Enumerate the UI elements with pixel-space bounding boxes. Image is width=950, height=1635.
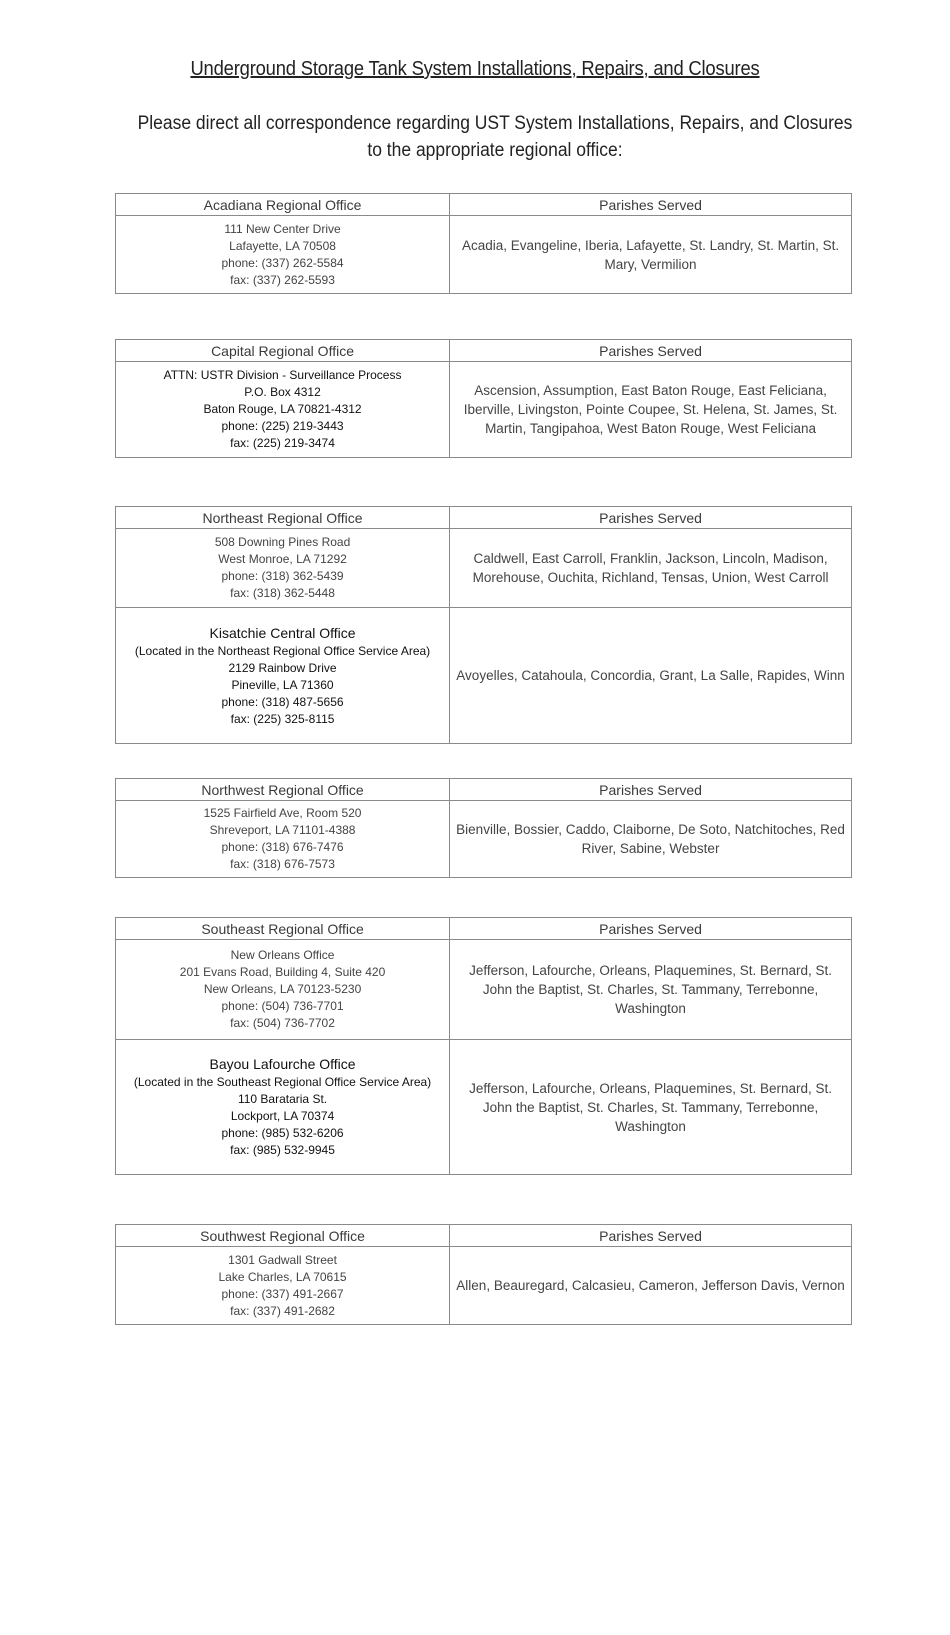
phone-line: phone: (504) 736-7701 — [221, 999, 344, 1013]
parishes-served: Allen, Beauregard, Calcasieu, Cameron, Jefferson Davis, Vernon — [450, 1247, 852, 1325]
office-name: Bayou Lafourche Office — [209, 1056, 356, 1072]
parishes-served: Bienville, Bossier, Caddo, Claiborne, De Soto, Natchitoches, Red River, Sabine, Webster — [450, 801, 852, 878]
parishes-served: Avoyelles, Catahoula, Concordia, Grant, La Salle, Rapides, Winn — [450, 608, 852, 744]
attention-line: ATTN: USTR Division - Surveillance Process — [163, 368, 402, 382]
parishes-header: Parishes Served — [450, 340, 852, 362]
address-line: Lockport, LA 70374 — [230, 1109, 335, 1123]
phone-line: phone: (985) 532-6206 — [221, 1126, 344, 1140]
office-address — [116, 216, 450, 294]
service-area-note: (Located in the Southeast Regional Office Service Area) — [133, 1075, 432, 1089]
office-name: Kisatchie Central Office — [209, 624, 356, 641]
northeast-office-table — [115, 506, 852, 744]
office-name: New Orleans Office — [230, 948, 335, 962]
parishes-served: Caldwell, East Carroll, Franklin, Jackson, Lincoln, Madison, Morehouse, Ouchita, Richland, Tensas, Union, West Carroll — [450, 529, 852, 608]
office-header: Acadiana Regional Office — [116, 194, 450, 216]
parishes-header: Parishes Served — [450, 779, 852, 801]
parishes-served: Jefferson, Lafourche, Orleans, Plaquemines, St. Bernard, St. John the Baptist, St. Charles, St. Tammany, Terrebonne, Washington — [450, 940, 852, 1040]
office-header: Capital Regional Office — [116, 340, 450, 362]
parishes-header: Parishes Served — [450, 1225, 852, 1247]
office-address — [116, 1247, 450, 1325]
office-address — [116, 801, 450, 878]
parishes-served: Ascension, Assumption, East Baton Rouge, East Feliciana, Iberville, Livingston, Pointe Coupee, St. Helena, St. James, St. Martin, Tangipahoa, West Baton Rouge, West Feliciana — [450, 362, 852, 458]
phone-line: phone: (337) 262-5584 — [221, 255, 344, 270]
intro-paragraph: Please direct all correspondence regarding UST System Installations, Repairs, and Closures to the appropriate regional office: — [137, 113, 853, 161]
office-header: Southeast Regional Office — [116, 918, 450, 940]
service-area-note: (Located in the Northeast Regional Office Service Area) — [134, 643, 431, 658]
office-header: Southwest Regional Office — [116, 1225, 450, 1247]
southeast-office-table — [115, 917, 852, 1175]
phone-line: phone: (225) 219-3443 — [221, 419, 344, 433]
parishes-header: Parishes Served — [450, 194, 852, 216]
address-line: Shreveport, LA 71101-4388 — [209, 823, 356, 837]
phone-line: phone: (318) 362-5439 — [221, 569, 344, 583]
phone-line: phone: (318) 676-7476 — [221, 840, 344, 854]
fax-line: fax: (504) 736-7702 — [230, 1016, 335, 1030]
address-line: 1525 Fairfield Ave, Room 520 — [203, 806, 362, 820]
address-line: 111 New Center Drive — [224, 221, 341, 236]
address-line: Lafayette, LA 70508 — [229, 238, 336, 253]
fax-line: fax: (225) 325-8115 — [230, 711, 335, 726]
office-address — [116, 940, 450, 1040]
address-line: 1301 Gadwall Street — [228, 1252, 337, 1267]
phone-line: phone: (318) 487-5656 — [221, 694, 344, 709]
address-line: 201 Evans Road, Building 4, Suite 420 — [179, 965, 386, 979]
parishes-served: Jefferson, Lafourche, Orleans, Plaquemines, St. Bernard, St. John the Baptist, St. Charles, St. Tammany, Terrebonne, Washington — [450, 1040, 852, 1175]
address-line: West Monroe, LA 71292 — [218, 552, 347, 566]
address-line: Lake Charles, LA 70615 — [218, 1269, 347, 1284]
office-address — [116, 608, 450, 744]
fax-line: fax: (337) 491-2682 — [230, 1303, 335, 1318]
northwest-office-table — [115, 778, 852, 878]
office-address — [116, 362, 450, 458]
address-line: 110 Barataria St. — [237, 1092, 328, 1106]
address-line: 2129 Rainbow Drive — [228, 660, 337, 675]
acadiana-office-table — [115, 193, 852, 294]
address-line: 508 Downing Pines Road — [214, 535, 351, 549]
address-line: Pineville, LA 71360 — [231, 677, 334, 692]
address-line: New Orleans, LA 70123-5230 — [203, 982, 362, 996]
page-title: Underground Storage Tank System Installations, Repairs, and Closures — [190, 58, 760, 80]
address-line: Baton Rouge, LA 70821-4312 — [203, 402, 362, 416]
parishes-header: Parishes Served — [450, 507, 852, 529]
fax-line: fax: (985) 532-9945 — [230, 1143, 335, 1157]
parishes-header: Parishes Served — [450, 918, 852, 940]
fax-line: fax: (318) 362-5448 — [230, 586, 335, 600]
capital-office-table — [115, 339, 852, 458]
parishes-served: Acadia, Evangeline, Iberia, Lafayette, St. Landry, St. Martin, St. Mary, Vermilion — [450, 216, 852, 294]
fax-line: fax: (318) 676-7573 — [230, 857, 335, 871]
fax-line: fax: (337) 262-5593 — [230, 272, 335, 287]
office-header: Northeast Regional Office — [116, 507, 450, 529]
southwest-office-table — [115, 1224, 852, 1325]
phone-line: phone: (337) 491-2667 — [221, 1286, 344, 1301]
fax-line: fax: (225) 219-3474 — [230, 436, 335, 450]
address-line: P.O. Box 4312 — [244, 385, 321, 399]
office-header: Northwest Regional Office — [116, 779, 450, 801]
office-address — [116, 1040, 450, 1175]
office-address — [116, 529, 450, 608]
